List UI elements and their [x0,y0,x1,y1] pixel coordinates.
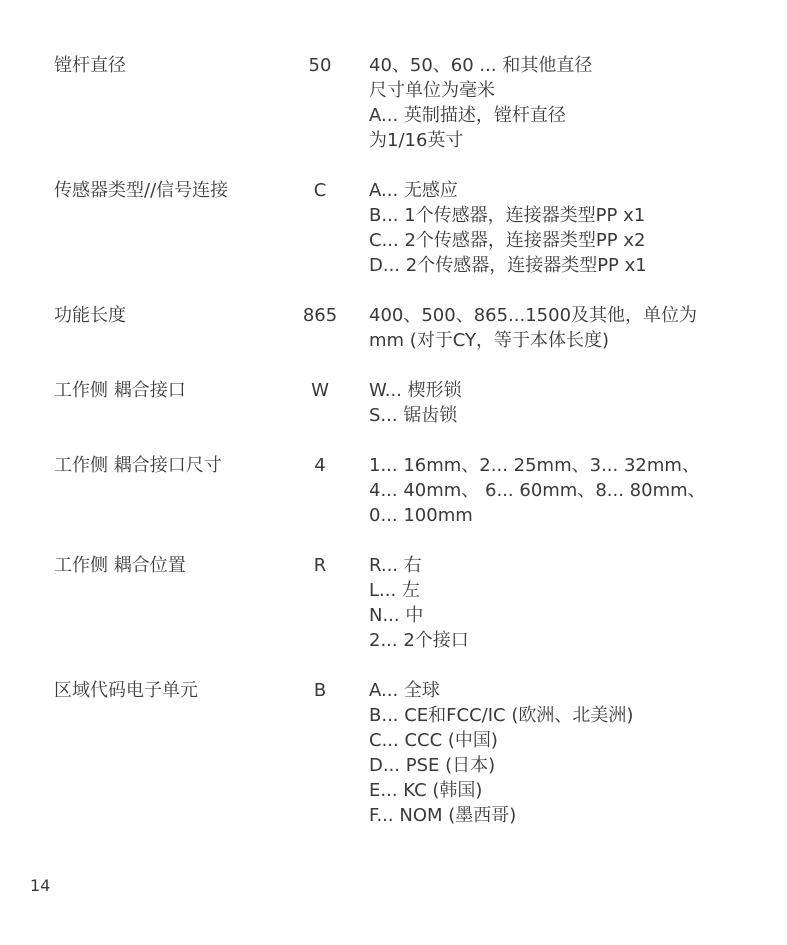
spec-description [368,303,754,353]
description-line: 为1/16英寸 [369,130,464,151]
spec-label: 工作侧 耦合接口尺寸 [54,455,222,476]
spec-description [368,378,754,428]
specification-table [54,53,754,853]
description-line: 1... 16mm、2... 25mm、3... 32mm、 [369,455,700,476]
spec-row-functional-length [54,303,754,353]
description-line: 400、500、865...1500及其他，单位为 [369,305,698,326]
page-number: 14 [30,876,51,895]
description-line: 0... 100mm [369,505,473,526]
description-line: mm (对于CY，等于本体长度) [369,330,610,351]
spec-code: 4 [314,455,326,476]
spec-description [368,678,754,828]
spec-row-coupling-size [54,453,754,528]
spec-label: 工作侧 耦合位置 [54,555,186,576]
description-line: F... NOM (墨西哥) [369,805,517,826]
spec-row-region-code [54,678,754,828]
spec-row-coupling-interface [54,378,754,428]
description-line: 40、50、60 ... 和其他直径 [369,55,593,76]
description-line: 2... 2个接口 [369,630,469,651]
spec-code: 50 [308,55,332,76]
description-line: N... 中 [369,605,424,626]
spec-label: 传感器类型//信号连接 [54,180,229,201]
description-line: E... KC (韩国) [369,780,483,801]
description-line: W... 楔形锁 [369,380,462,401]
description-line: D... PSE (日本) [369,755,496,776]
spec-label: 功能长度 [54,305,126,326]
description-line: C... CCC (中国) [369,730,498,751]
spec-description [368,453,754,528]
spec-code: B [313,680,327,701]
spec-label: 工作侧 耦合接口 [54,380,186,401]
description-line: A... 英制描述，镗杆直径 [369,105,566,126]
description-line: A... 全球 [369,680,440,701]
spec-code: 865 [302,305,338,326]
description-line: 尺寸单位为毫米 [369,80,495,101]
spec-description [368,53,754,153]
spec-description [368,178,754,278]
description-line: S... 锯齿锁 [369,405,458,426]
spec-row-bar-diameter [54,53,754,153]
description-line: A... 无感应 [369,180,458,201]
spec-row-coupling-position [54,553,754,653]
spec-code: R [313,555,327,576]
description-line: R... 右 [369,555,422,576]
description-line: 4... 40mm、 6... 60mm、8... 80mm、 [369,480,706,501]
spec-label: 区域代码电子单元 [54,680,198,701]
description-line: D... 2个传感器，连接器类型PP x1 [369,255,647,276]
spec-code: C [313,180,327,201]
description-line: C... 2个传感器，连接器类型PP x2 [369,230,646,251]
spec-code: W [311,380,329,401]
spec-row-sensor-type [54,178,754,278]
description-line: L... 左 [369,580,420,601]
description-line: B... CE和FCC/IC (欧洲、北美洲) [369,705,634,726]
spec-description [368,553,754,653]
description-line: B... 1个传感器，连接器类型PP x1 [369,205,646,226]
spec-label: 镗杆直径 [54,55,126,76]
